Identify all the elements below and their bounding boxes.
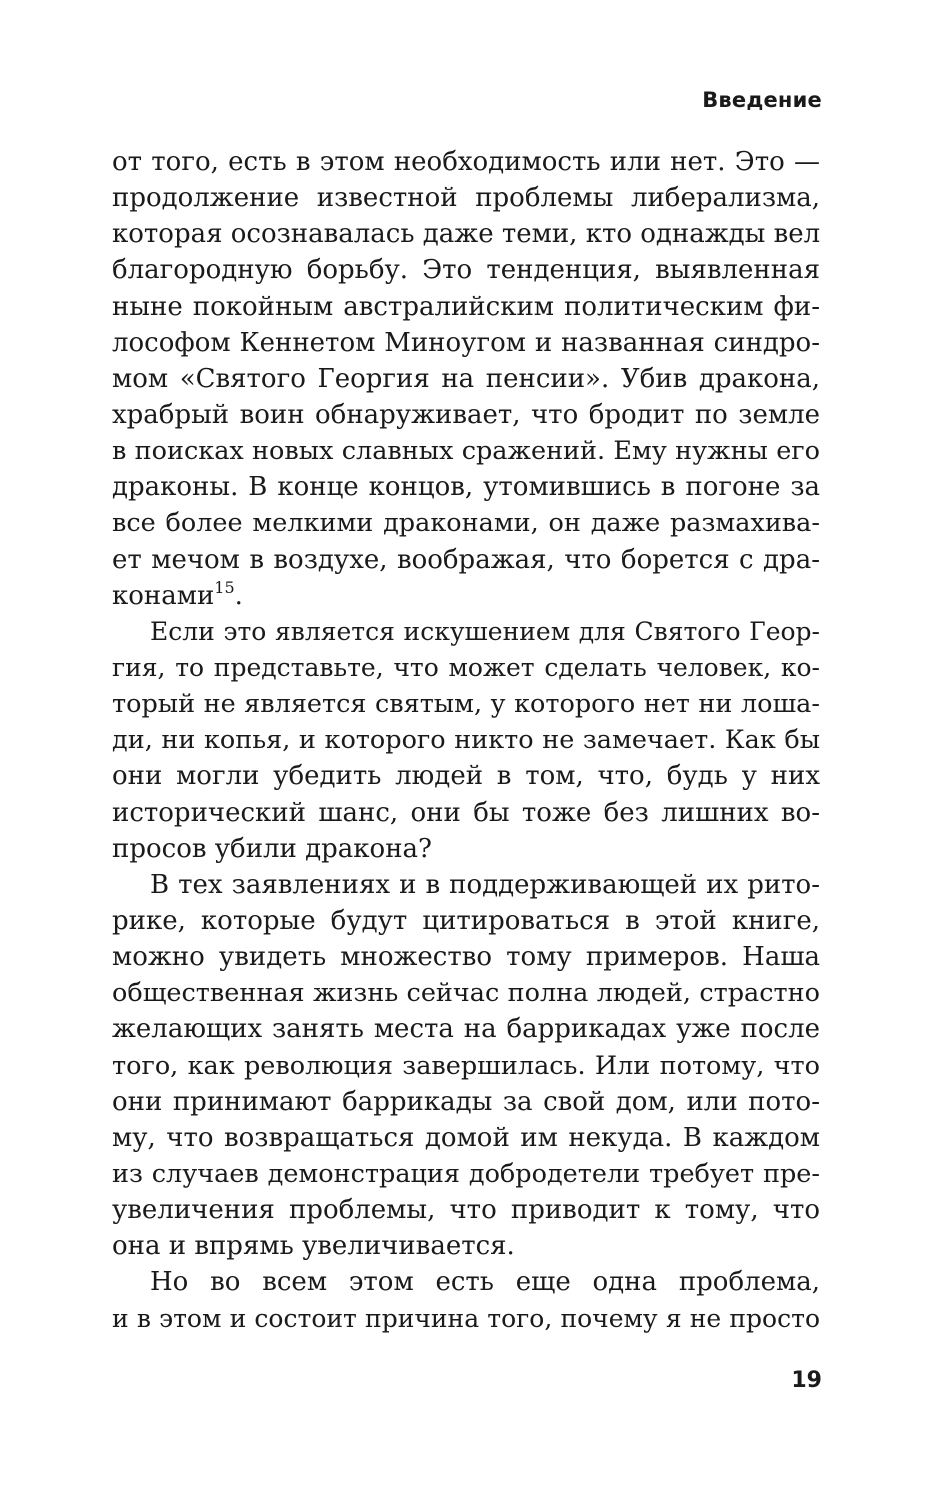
footnote-marker[interactable]: 15 [214, 577, 235, 597]
text-line: можно увидеть множество тому примеров. Наша [112, 942, 820, 973]
text-line: мом «Святого Георгия на пенсии». Убив дракона, [112, 363, 820, 394]
running-head: Введение [702, 88, 822, 112]
text-line: общественная жизнь сейчас полна людей, страстно [112, 978, 820, 1009]
text-line: благородную борьбу. Это тенденция, выявленная [112, 255, 820, 286]
text-line: Если это является искушением для Святого Геор- [150, 616, 820, 646]
text-line: они принимают баррикады за свой дом, или пото- [112, 1086, 820, 1117]
text-line: лософом Кеннетом Миноугом и названная синдро- [112, 327, 820, 358]
text-fragment: конами [112, 580, 215, 611]
text-line: ди, ни копья, и которого никто не замечает. Как бы [112, 725, 820, 756]
text-fragment: . [234, 580, 243, 611]
text-line: исторический шанс, они бы тоже без лишних во- [112, 797, 820, 828]
text-line: драконы. В конце концов, утомившись в погоне за [112, 472, 820, 503]
text-line: того, как революция завершилась. Или потому, что [112, 1050, 820, 1081]
text-line: которая осознавалась даже теми, кто однажды вел [112, 219, 821, 250]
text-line: ет мечом в воздухе, воображая, что борется с дра- [112, 544, 820, 575]
text-line: они могли убедить людей в том, что, будь у них [112, 761, 820, 792]
text-line: Но во всем этом есть еще одна проблема, [150, 1267, 820, 1298]
page-number: 19 [791, 1368, 822, 1393]
text-line: храбрый воин обнаруживает, что бродит по земле [112, 399, 820, 430]
body-text [112, 144, 820, 1337]
text-line [112, 578, 820, 614]
text-line: му, что возвращаться домой им некуда. В каждом [112, 1122, 820, 1153]
text-line: и в этом и состоит причина того, почему я не просто [112, 1303, 820, 1333]
text-line: просов убили дракона? [112, 833, 432, 864]
text-line: желающих занять места на баррикадах уже после [112, 1014, 820, 1045]
text-line: торый не является святым, у которого нет ни лоша- [112, 689, 820, 720]
text-line: она и впрямь увеличивается. [112, 1231, 515, 1262]
text-line: в поисках новых славных сражений. Ему нужны его [112, 436, 820, 467]
text-line: ныне покойным австралийским политическим фи- [112, 291, 820, 322]
text-line: В тех заявлениях и в поддерживающей их рито- [150, 869, 820, 900]
text-line: из случаев демонстрация добродетели требует пре- [112, 1158, 820, 1189]
text-line: увеличения проблемы, что приводит к тому, что [112, 1195, 820, 1226]
text-line: все более мелкими драконами, он даже размахива- [112, 508, 820, 539]
text-line: рике, которые будут цитироваться в этой книге, [112, 905, 820, 936]
text-line: продолжение известной проблемы либерализма, [112, 183, 820, 214]
text-line: гия, то представьте, что может сделать человек, ко- [112, 652, 820, 682]
text-line: от того, есть в этом необходимость или нет. Это — [112, 147, 820, 177]
